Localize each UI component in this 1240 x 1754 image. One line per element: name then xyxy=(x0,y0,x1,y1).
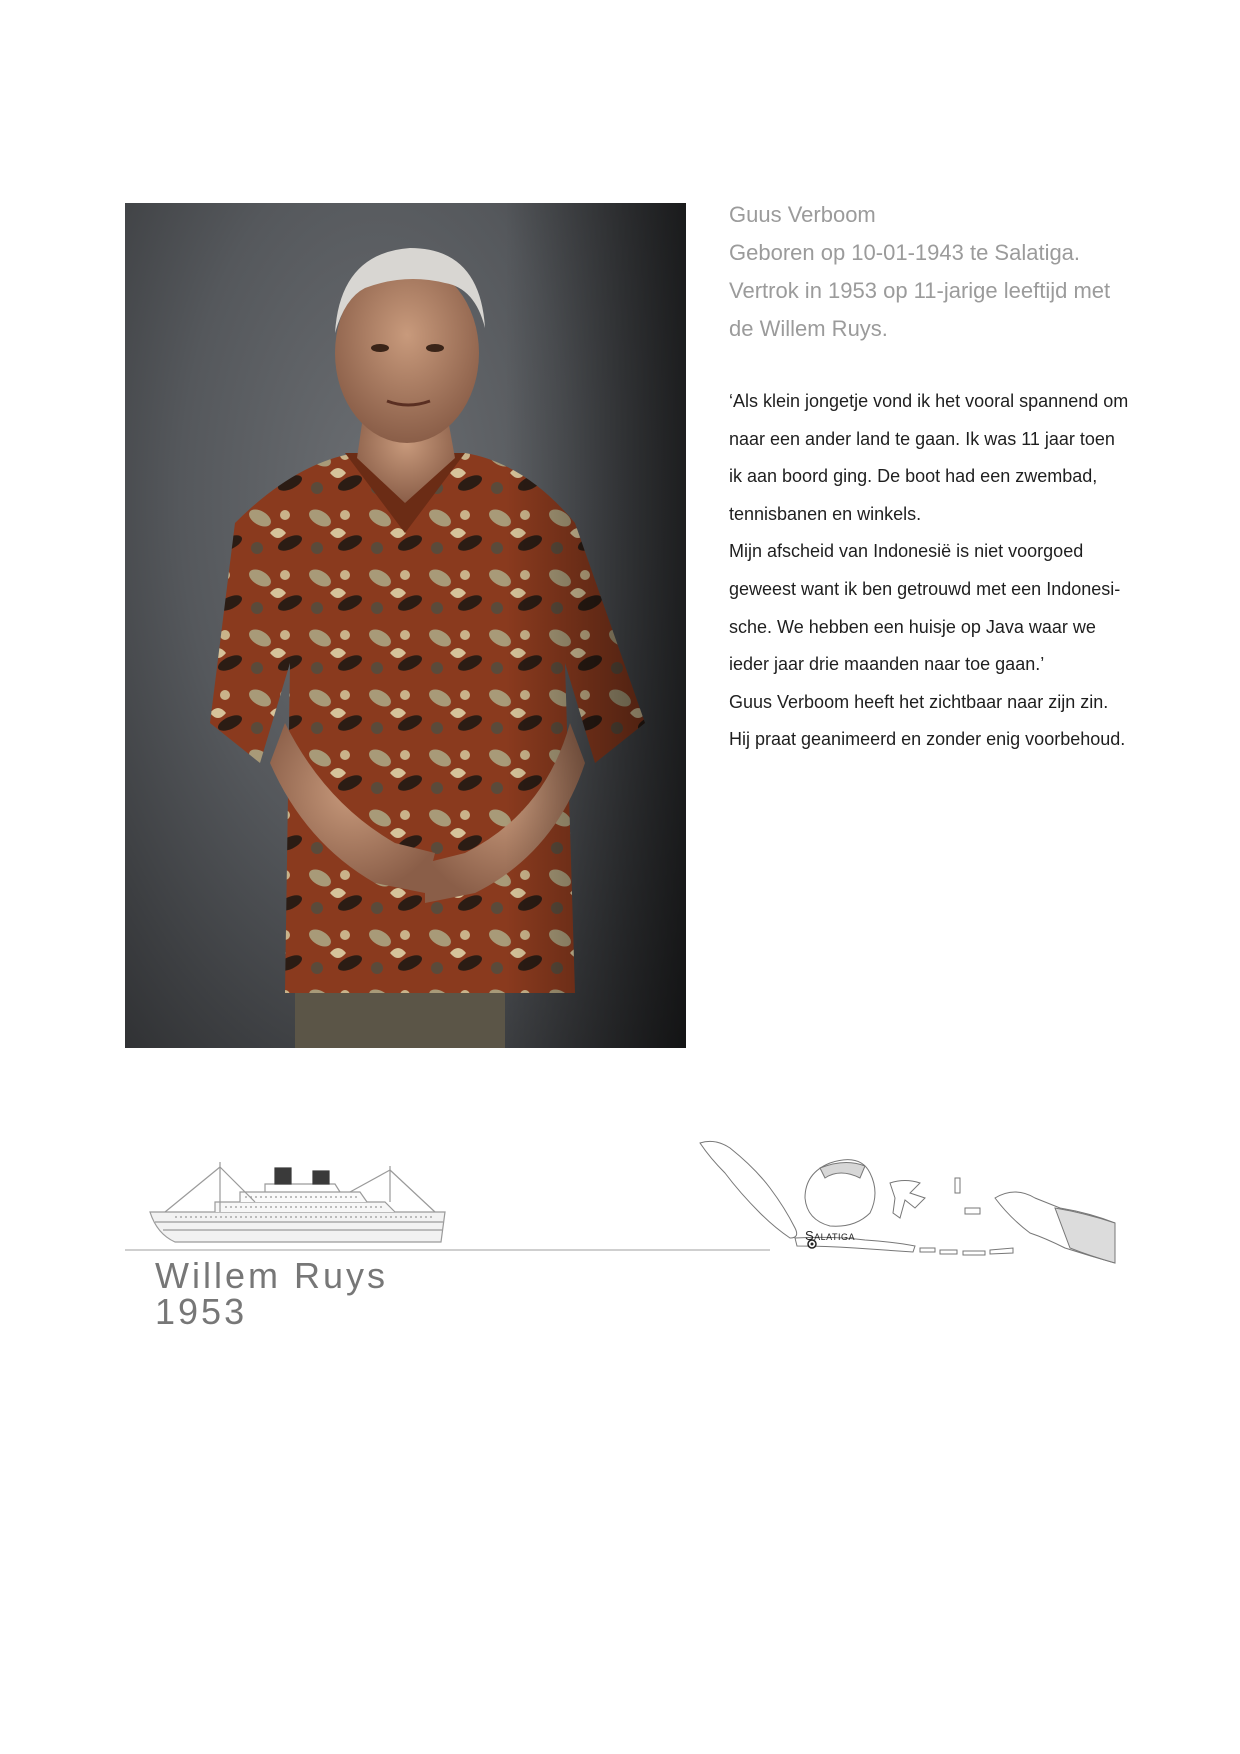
quote-line: ‘Als klein jongetje vond ik het vooral spannend om xyxy=(729,391,1129,411)
birth-info: Geboren op 10-01-1943 te Salatiga. xyxy=(729,240,1081,265)
departure-info-line-1: Vertrok in 1953 op 11-jarige leeftijd met xyxy=(729,278,1111,303)
quote-block xyxy=(729,383,1159,759)
person-name: Guus Verboom xyxy=(729,202,876,227)
portrait-photo xyxy=(125,203,686,1048)
ship-name: Willem Ruys xyxy=(155,1255,389,1296)
quote-line: ik aan boord ging. De boot had een zwembad, xyxy=(729,466,1098,487)
quote-line: sche. We hebben een huisje op Java waar we xyxy=(729,616,1096,637)
quote-line: Mijn afscheid van Indonesië is niet voorgoed xyxy=(729,541,1084,562)
ship-illustration xyxy=(145,1162,455,1254)
baseline-divider xyxy=(125,1249,770,1251)
map-label-salatiga: Salatiga xyxy=(805,1228,856,1243)
quote-line: Guus Verboom heeft het zichtbaar naar zijn zin. xyxy=(729,691,1109,712)
ship-year: 1953 xyxy=(155,1291,248,1332)
portrait-illustration xyxy=(125,203,686,1048)
quote-line: Hij praat geanimeerd en zonder enig voorbehoud. xyxy=(729,729,1126,750)
departure-info-line-2: de Willem Ruys. xyxy=(729,316,888,341)
indonesia-map xyxy=(695,1138,1120,1278)
quote-line: tennisbanen en winkels. xyxy=(729,503,922,524)
quote-line: ieder jaar drie maanden naar toe gaan.’ xyxy=(729,654,1045,675)
quote-line: geweest want ik ben getrouwd met een Indonesi- xyxy=(729,578,1121,599)
quote-line: naar een ander land te gaan. Ik was 11 jaar toen xyxy=(729,428,1115,449)
intro-block xyxy=(729,196,1149,348)
